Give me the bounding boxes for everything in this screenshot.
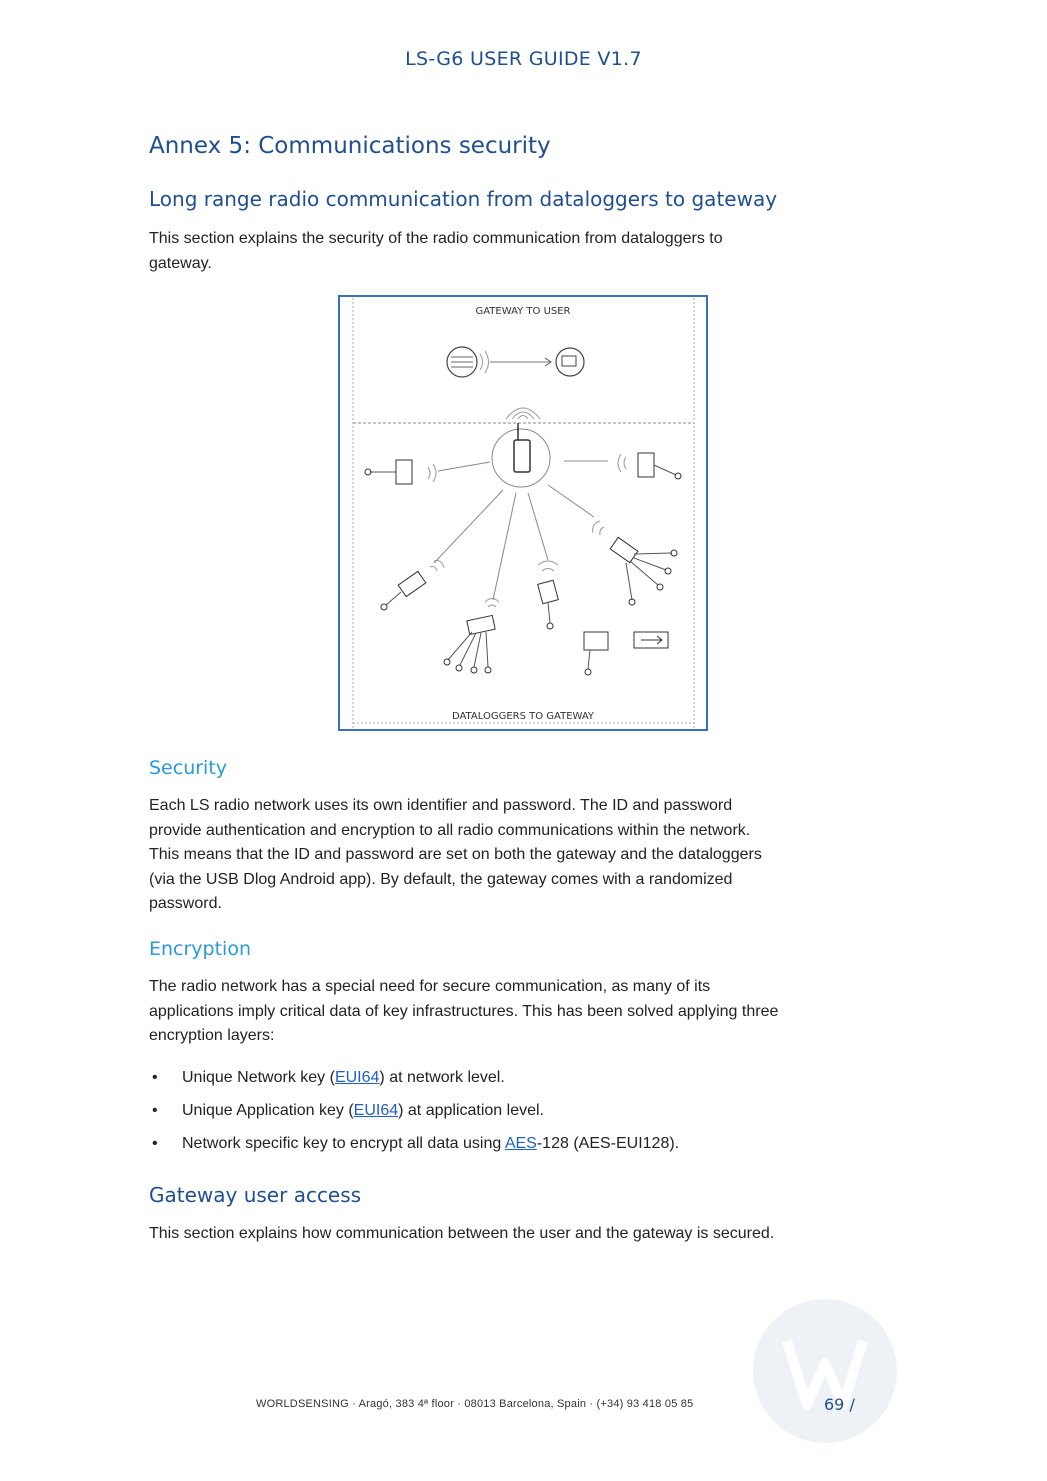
encryption-layers-list <box>149 1066 909 1165</box>
network-diagram <box>338 295 708 731</box>
encryption-line: encryption layers: <box>149 1027 275 1044</box>
diagram-frame <box>339 296 707 730</box>
document-header: LS-G6 USER GUIDE V1.7 <box>405 48 642 70</box>
encryption-title: Encryption <box>149 938 252 960</box>
security-paragraph <box>149 794 899 917</box>
annex-title: Annex 5: Communications security <box>149 133 551 159</box>
list-item: • Network specific key to encrypt all data using AES-128 (AES-EUI128). <box>149 1132 909 1165</box>
encryption-line: applications imply critical data of key infrastructures. This has been solved applying three <box>149 1002 779 1020</box>
security-line: provide authentication and encryption to all radio communications within the network. <box>149 821 751 839</box>
aes-link[interactable]: AES <box>504 1135 537 1152</box>
page-number: 69 / <box>824 1395 855 1414</box>
computer-icon <box>556 348 584 376</box>
diagram-bottom-label: DATALOGGERS TO GATEWAY <box>451 711 595 722</box>
eui64-link[interactable]: EUI64 <box>334 1069 380 1086</box>
footer-address: · Aragó, 383 4ª floor · 08013 Barcelona, Spain · (+34) 93 418 05 85 <box>352 1398 694 1410</box>
worldsensing-watermark-logo <box>752 1293 898 1448</box>
security-title: Security <box>149 757 228 779</box>
footer-company: WORLDSENSING <box>256 1398 349 1410</box>
section-title-radio: Long range radio communication from dataloggers to gateway <box>149 187 778 211</box>
security-line: Each LS radio network uses its own identifier and password. The ID and password <box>149 797 733 814</box>
section-intro-line: This section explains the security of the radio communication from dataloggers to <box>149 230 723 247</box>
security-line: (via the USB Dlog Android app). By default, the gateway comes with a randomized <box>149 870 733 888</box>
section-intro <box>149 227 899 276</box>
encryption-paragraph <box>149 975 899 1049</box>
security-line: password. <box>149 895 222 912</box>
security-line: This means that the ID and password are set on both the gateway and the dataloggers <box>149 846 762 863</box>
gateway-access-title: Gateway user access <box>149 1183 362 1207</box>
gateway-access-text: This section explains how communication between the user and the gateway is secured. <box>149 1225 775 1242</box>
footer-contact <box>256 1398 693 1410</box>
section-intro-line: gateway. <box>149 254 212 272</box>
diagram-top-label: GATEWAY TO USER <box>475 306 571 317</box>
list-item: • Unique Network key (EUI64) at network level. <box>149 1066 909 1099</box>
eui64-link[interactable]: EUI64 <box>353 1102 399 1119</box>
encryption-line: The radio network has a special need for secure communication, as many of its <box>149 978 711 995</box>
list-item: • Unique Application key (EUI64) at application level. <box>149 1099 909 1132</box>
usb-storage-icon <box>634 632 668 648</box>
